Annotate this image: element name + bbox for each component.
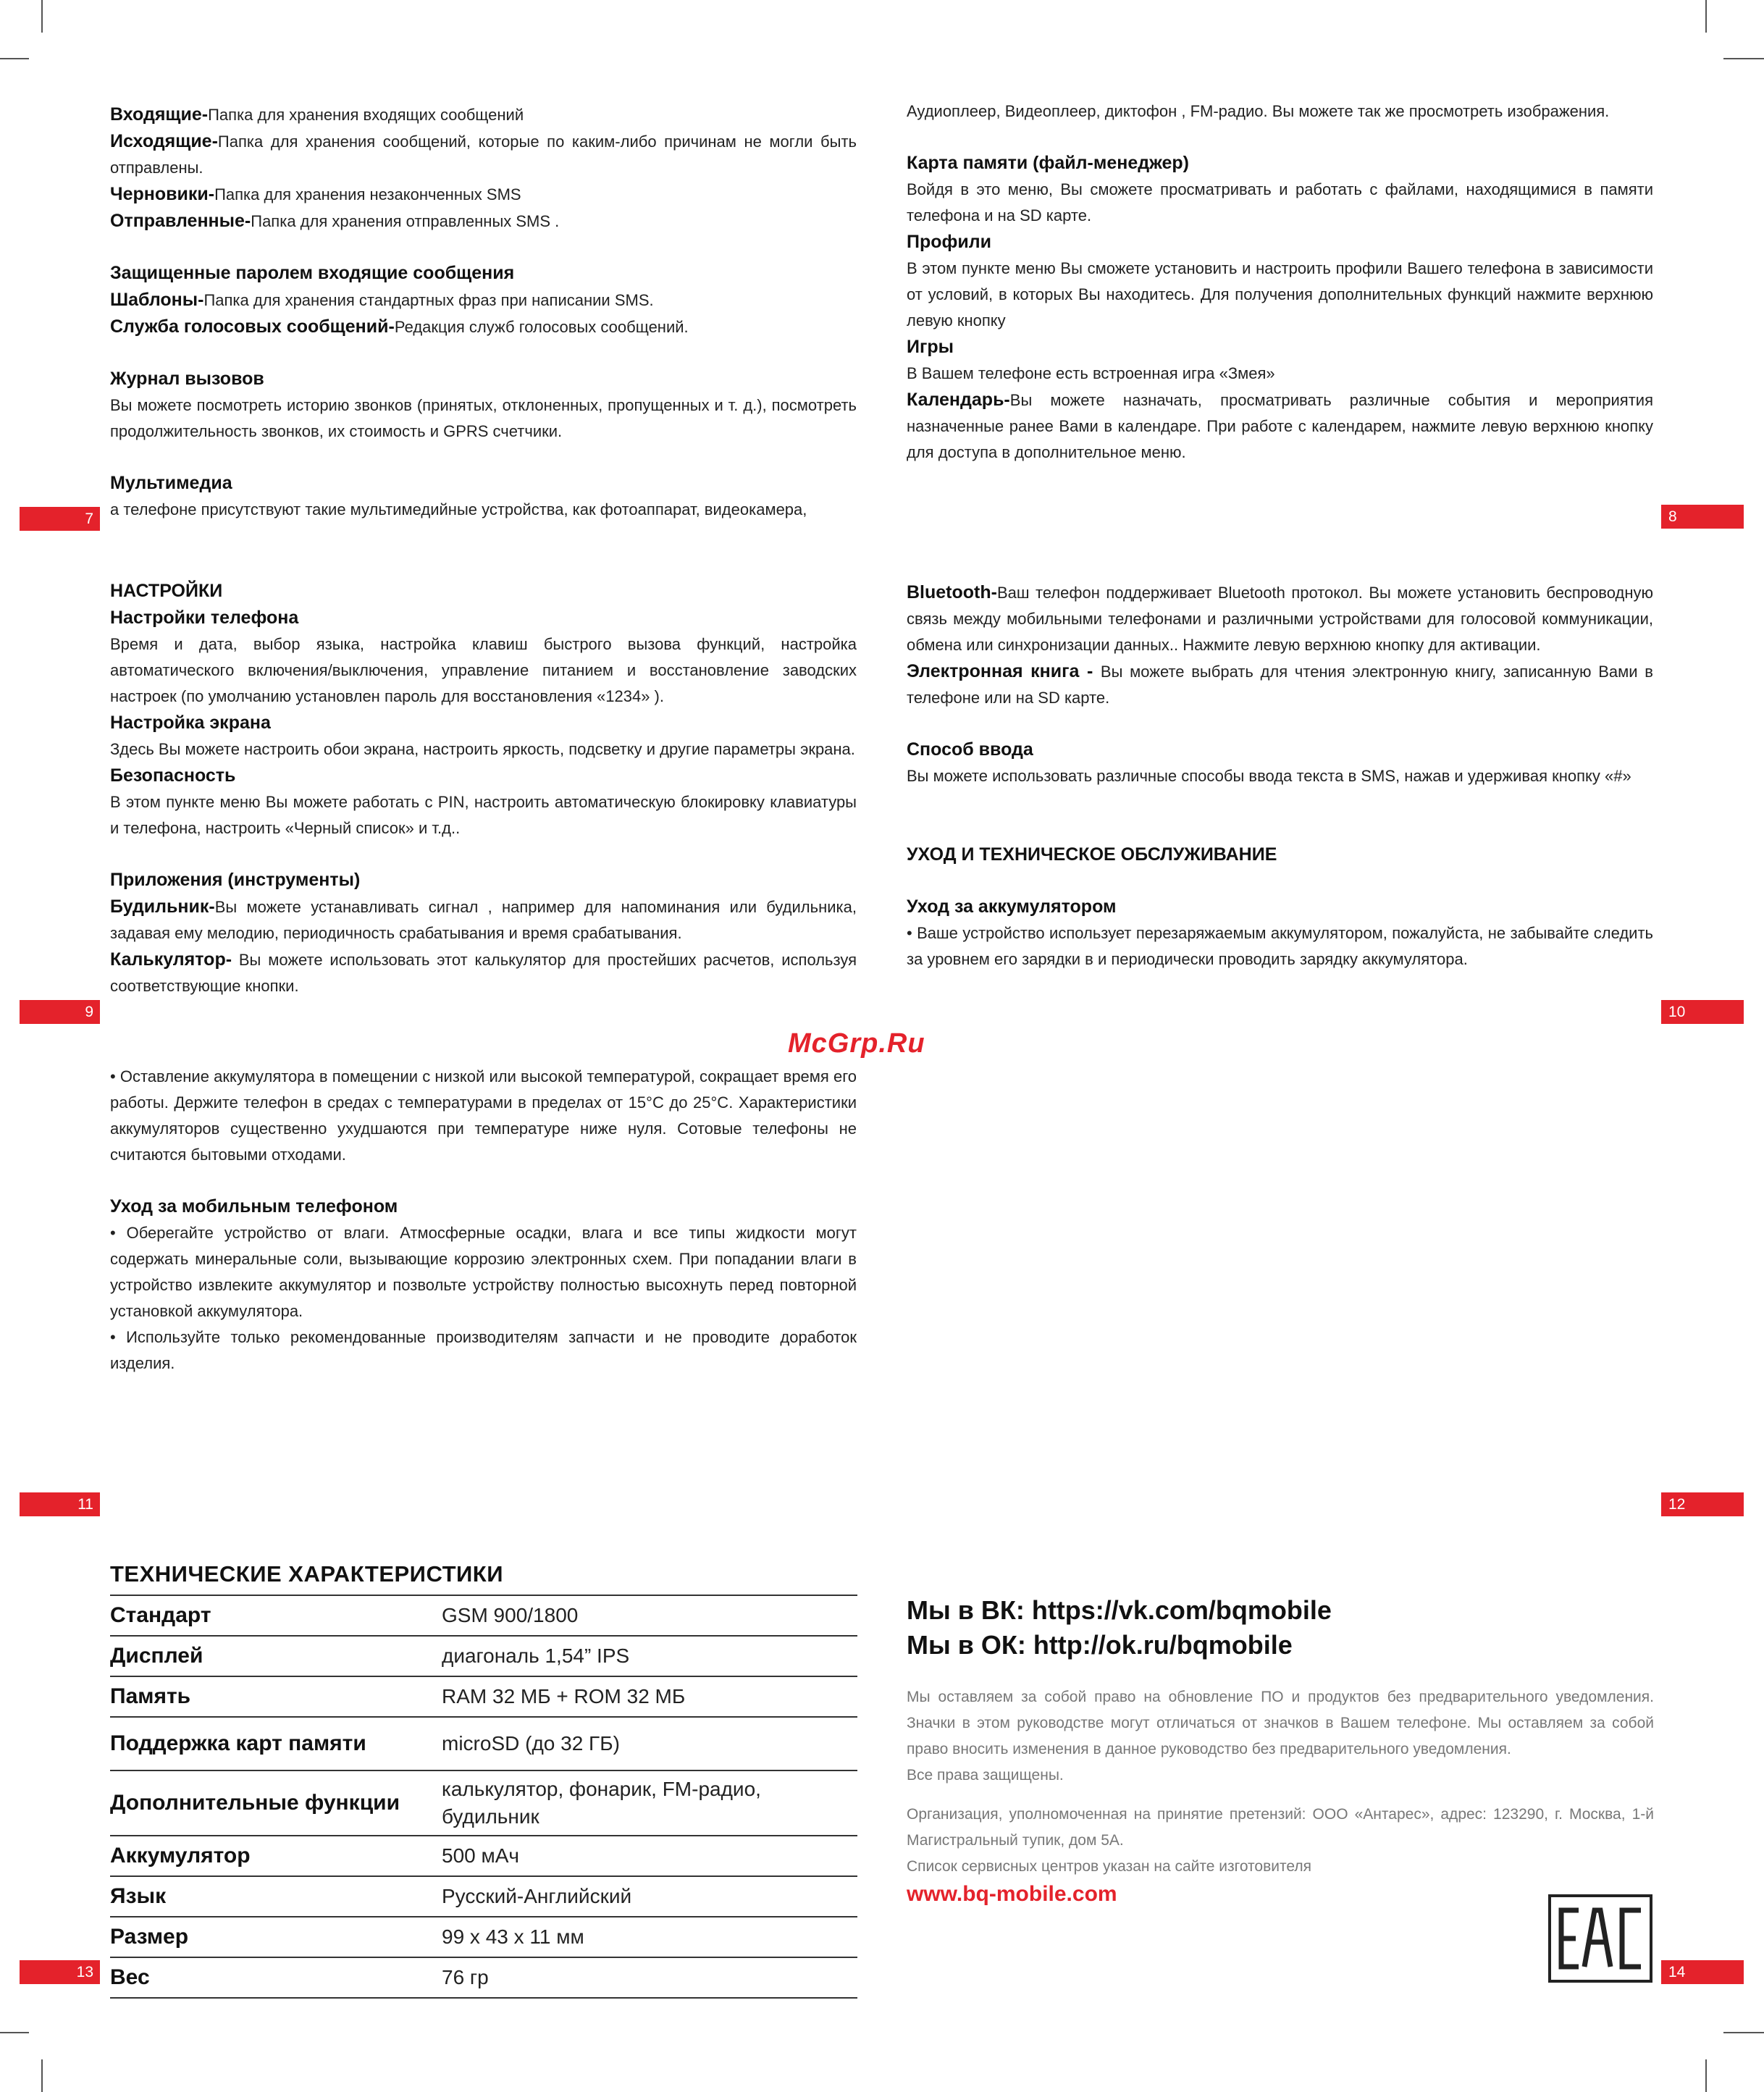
- rights-text: Все права защищены.: [907, 1767, 1064, 1784]
- calculator-heading: Калькулятор-: [110, 949, 232, 970]
- battery-care-heading: Уход за аккумулятором: [907, 896, 1117, 917]
- table-row: [110, 1717, 857, 1770]
- spec-key: Язык: [110, 1876, 442, 1917]
- spec-key: Дополнительные функции: [110, 1770, 442, 1836]
- disclaimer-text: Мы оставляем за собой право на обновление ПО и продуктов без предварительного уведомления. Значки в этом руководстве могут отличаться от значков в Вашем телефоне. Мы оставляем за собой право вносить изменения в данное руководство без предварительного уведомления.: [907, 1689, 1654, 1757]
- memcard-heading: Карта памяти (файл-менеджер): [907, 153, 1189, 173]
- alarm-text: Вы можете устанавливать сигнал , например для напоминания или будильника, задавая ему мелодию, периодичность срабатывания и время срабатывания.: [110, 898, 857, 942]
- table-row: [110, 1876, 857, 1917]
- multimedia-continued-text: Аудиоплеер, Видеоплеер, диктофон , FM-радио. Вы можете так же просмотреть изображения.: [907, 102, 1610, 120]
- spec-value: RAM 32 МБ + ROM 32 МБ: [442, 1676, 857, 1717]
- eac-logo-icon: [1548, 1894, 1652, 1983]
- profiles-heading: Профили: [907, 232, 992, 252]
- protected-heading: Защищенные паролем входящие сообщения: [110, 263, 515, 283]
- table-row: [110, 1957, 857, 1998]
- table-row: [110, 1770, 857, 1836]
- page-number-8: 8: [1661, 505, 1744, 529]
- table-row: [110, 1595, 857, 1636]
- memcard-text: Войдя в это меню, Вы сможете просматривать и работать с файлами, находящимися в памяти телефона и на SD карте.: [907, 180, 1653, 224]
- page-number-7: 7: [20, 507, 100, 531]
- drafts-heading: Черновики-: [110, 184, 215, 204]
- outgoing-heading: Исходящие-: [110, 131, 218, 151]
- spec-key: Стандарт: [110, 1595, 442, 1636]
- phone-settings-text: Время и дата, выбор языка, настройка клавиш быстрого вызова функций, настройка автоматического включения/выключения, управление питанием и восстановление заводских настроек (по умолчанию установлен пароль для восстановления «1234» ).: [110, 635, 857, 705]
- spec-value: калькулятор, фонарик, FM-радио, будильник: [442, 1770, 857, 1836]
- parts-text: • Используйте только рекомендованные производителям запчасти и не проводите доработок изделия.: [110, 1328, 857, 1372]
- screen-settings-text: Здесь Вы можете настроить обои экрана, настроить яркость, подсветку и другие параметры экрана.: [110, 740, 855, 758]
- security-text: В этом пункте меню Вы можете работать с PIN, настроить автоматическую блокировку клавиатуры и телефона, настроить «Черный список» и т.д..: [110, 793, 857, 837]
- vk-link[interactable]: Мы в ВК: https://vk.com/bqmobile: [907, 1595, 1332, 1625]
- spec-value: GSM 900/1800: [442, 1595, 857, 1636]
- multimedia-heading: Мультимедиа: [110, 473, 232, 493]
- page-7: [110, 101, 857, 523]
- incoming-heading: Входящие-: [110, 104, 209, 125]
- page-number-12: 12: [1661, 1492, 1744, 1516]
- phone-care-heading: Уход за мобильным телефоном: [110, 1196, 398, 1217]
- calllog-text: Вы можете посмотреть историю звонков (принятых, отклоненных, пропущенных и т. д.), посмотреть продолжительность звонков, их стоимость и GPRS счетчики.: [110, 396, 857, 440]
- calendar-heading: Календарь-: [907, 390, 1010, 410]
- input-method-text: Вы можете использовать различные способы ввода текста в SMS, нажав и удерживая кнопку «#»: [907, 767, 1631, 785]
- service-centers-text: Список сервисных центров указан на сайте изготовителя: [907, 1858, 1311, 1875]
- watermark: McGrp.Ru: [788, 1028, 925, 1059]
- table-row: [110, 1676, 857, 1717]
- sent-heading: Отправленные-: [110, 211, 251, 231]
- profiles-text: В этом пункте меню Вы сможете установить и настроить профили Вашего телефона в зависимости от условий, в которых Вы находитесь. Для получения дополнительных функций нажмите верхнюю левую кнопку: [907, 259, 1653, 329]
- templates-text: Папка для хранения стандартных фраз при написании SMS.: [203, 291, 654, 309]
- templates-heading: Шаблоны-: [110, 290, 204, 310]
- security-heading: Безопасность: [110, 765, 236, 786]
- spec-value: 99 x 43 x 11 мм: [442, 1917, 857, 1957]
- calendar-text: Вы можете назначать, просматривать различные события и мероприятия назначенные ранее Вами в календаре. При работе с календарем, нажмите левую верхнюю кнопку для доступа в дополнительное меню.: [907, 391, 1653, 461]
- outgoing-text: Папка для хранения сообщений, которые по каким-либо причинам не могли быть отправлены.: [110, 133, 857, 177]
- table-row: [110, 1836, 857, 1876]
- crop-mark: [0, 2032, 29, 2033]
- crop-mark: [1723, 58, 1764, 59]
- table-row: [110, 1636, 857, 1676]
- spec-value: microSD (до 32 ГБ): [442, 1717, 857, 1770]
- games-heading: Игры: [907, 337, 954, 357]
- settings-heading: НАСТРОЙКИ: [110, 581, 223, 601]
- spec-key: Дисплей: [110, 1636, 442, 1676]
- table-row: [110, 1917, 857, 1957]
- spec-key: Поддержка карт памяти: [110, 1717, 442, 1770]
- page-14: [907, 1593, 1654, 1909]
- website-link[interactable]: www.bq-mobile.com: [907, 1882, 1117, 1906]
- crop-mark: [41, 0, 43, 33]
- spec-value: 76 гр: [442, 1957, 857, 1998]
- input-method-heading: Способ ввода: [907, 739, 1033, 760]
- crop-mark: [1705, 0, 1707, 33]
- ebook-text: Вы можете выбрать для чтения электронную книгу, записанную Вами в телефоне или на SD карте.: [907, 663, 1653, 707]
- ok-link[interactable]: Мы в ОК: http://ok.ru/bqmobile: [907, 1630, 1293, 1660]
- voicemail-heading: Служба голосовых сообщений-: [110, 316, 395, 337]
- incoming-text: Папка для хранения входящих сообщений: [208, 106, 524, 124]
- page-number-13: 13: [20, 1960, 100, 1984]
- organization-text: Организация, уполномоченная на принятие претензий: ООО «Антарес», адрес: 123290, г. Москва, 1-й Магистральный тупик, дом 5А.: [907, 1806, 1654, 1849]
- drafts-text: Папка для хранения незаконченных SMS: [214, 185, 521, 203]
- moisture-text: • Оберегайте устройство от влаги. Атмосферные осадки, влага и все типы жидкости могут содержать минеральные соли, вызывающие коррозию электронных схем. При попадании влаги в устройство извлеките аккумулятор и позвольте устройству полностью высохнуть перед повторной установкой аккумулятора.: [110, 1224, 857, 1320]
- apps-heading: Приложения (инструменты): [110, 870, 361, 890]
- multimedia-text: а телефоне присутствуют такие мультимедийные устройства, как фотоаппарат, видеокамера,: [110, 500, 807, 518]
- bluetooth-text: Ваш телефон поддерживает Bluetooth протокол. Вы можете установить беспроводную связь между мобильными телефонами и различными устройствами для голосовой коммуникации, обмена или синхронизации данных.. Нажмите левую верхнюю кнопку для активации.: [907, 584, 1653, 654]
- spec-value: диагональ 1,54” IPS: [442, 1636, 857, 1676]
- screen-settings-heading: Настройка экрана: [110, 713, 271, 733]
- voicemail-text: Редакция служб голосовых сообщений.: [394, 318, 689, 336]
- phone-settings-heading: Настройки телефона: [110, 608, 299, 628]
- spec-key: Память: [110, 1676, 442, 1717]
- crop-mark: [1723, 2032, 1764, 2033]
- crop-mark: [41, 2059, 43, 2092]
- care-heading: УХОД И ТЕХНИЧЕСКОЕ ОБСЛУЖИВАНИЕ: [907, 844, 1277, 865]
- page-10: [907, 579, 1653, 973]
- bluetooth-heading: Bluetooth-: [907, 582, 997, 602]
- spec-value: 500 мАч: [442, 1836, 857, 1876]
- battery-temperature-text: • Оставление аккумулятора в помещении с низкой или высокой температурой, сокращает время его работы. Держите телефон в средах с температурами в пределах от 15°C до 25°C. Характеристики аккумуляторов существенно ухудшаются при температуре ниже нуля. Сотовые телефоны не считаются бытовыми отходами.: [110, 1067, 857, 1164]
- page-number-10: 10: [1661, 1000, 1744, 1024]
- calllog-heading: Журнал вызовов: [110, 369, 264, 389]
- sent-text: Папка для хранения отправленных SMS .: [251, 212, 560, 230]
- spec-key: Аккумулятор: [110, 1836, 442, 1876]
- spec-key: Вес: [110, 1957, 442, 1998]
- page-number-9: 9: [20, 1000, 100, 1024]
- page-11: [110, 1064, 857, 1377]
- crop-mark: [0, 58, 29, 59]
- spec-key: Размер: [110, 1917, 442, 1957]
- calculator-text: Вы можете использовать этот калькулятор для простейших расчетов, используя соответствующие кнопки.: [110, 951, 857, 995]
- games-text: В Вашем телефоне есть встроенная игра «Змея»: [907, 364, 1275, 382]
- ebook-heading: Электронная книга -: [907, 661, 1101, 681]
- page-9: [110, 578, 857, 999]
- page-number-11: 11: [20, 1492, 100, 1516]
- page-number-14: 14: [1661, 1960, 1744, 1984]
- spec-value: Русский-Английский: [442, 1876, 857, 1917]
- battery-care-text: • Ваше устройство использует перезаряжаемым аккумулятором, пожалуйста, не забывайте следить за уровнем его зарядки в и периодически проводить зарядку аккумулятора.: [907, 924, 1653, 968]
- crop-mark: [1705, 2059, 1707, 2092]
- alarm-heading: Будильник-: [110, 896, 215, 917]
- specs-title: ТЕХНИЧЕСКИЕ ХАРАКТЕРИСТИКИ: [110, 1561, 503, 1587]
- page-8: [907, 98, 1653, 466]
- specs-table: [110, 1595, 857, 1999]
